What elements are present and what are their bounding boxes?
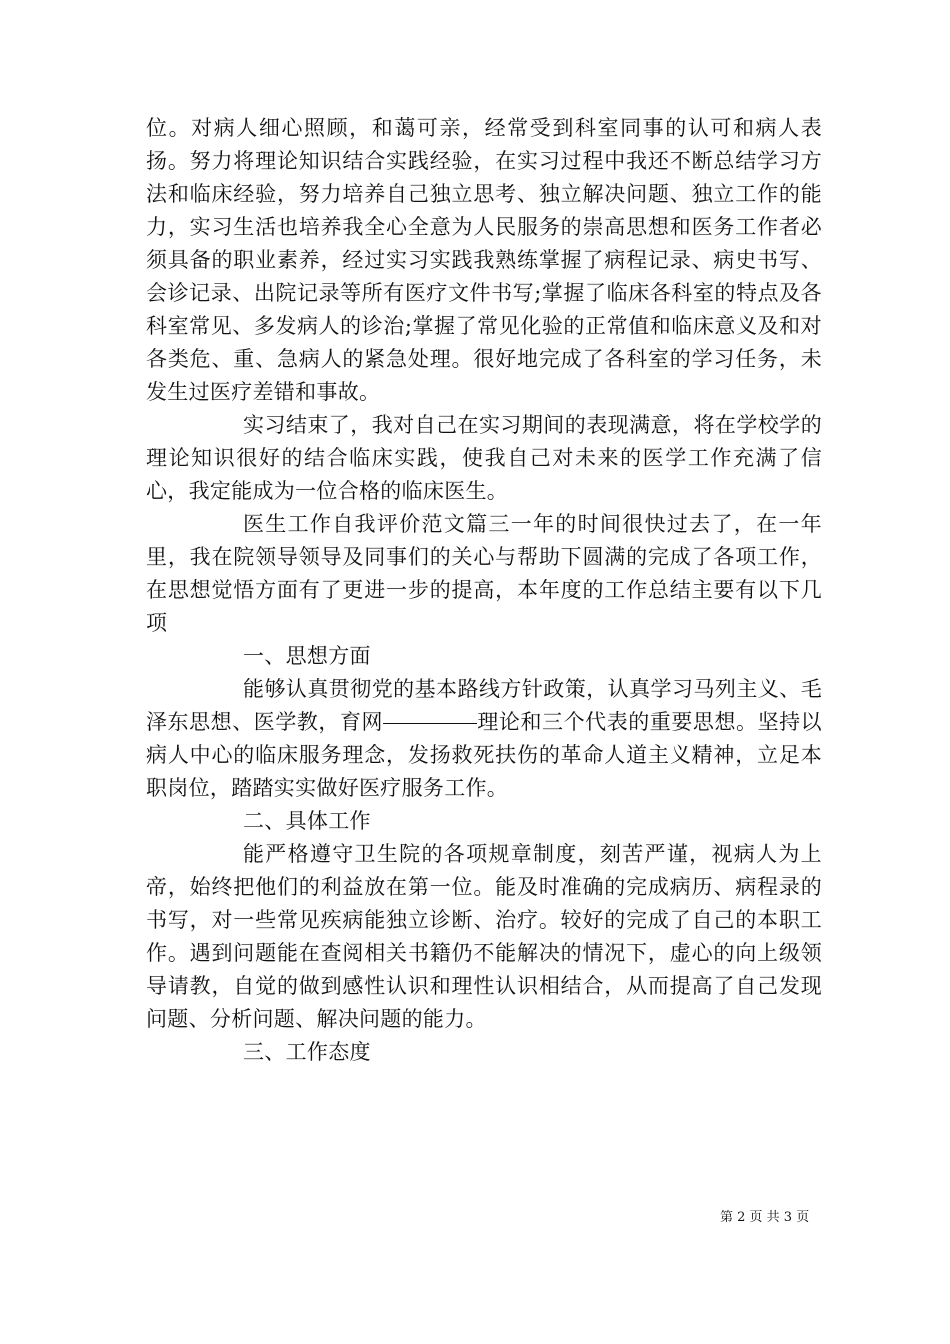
- paragraph-continuation: 位。对病人细心照顾，和蔼可亲，经常受到科室同事的认可和病人表扬。努力将理论知识结合实践经验，在实习过程中我还不断总结学习方法和临床经验，努力培养自己独立思考、独立解决问题、独立工作的能力，实习生活也培养我全心全意为人民服务的崇高思想和医务工作者必须具备的职业素养，经过实习实践我熟练掌握了病程记录、病史书写、会诊记录、出院记录等所有医疗文件书写;掌握了临床各科室的特点及各科室常见、多发病人的诊治;掌握了常见化验的正常值和临床意义及和对各类危、重、急病人的紧急处理。很好地完成了各科室的学习任务，未发生过医疗差错和事故。: [146, 116, 822, 404]
- fill-in-blank-line: [383, 722, 477, 724]
- section-heading-ideology: 一、思想方面: [243, 644, 371, 668]
- page-number-footer: 第 2 页 共 3 页: [720, 1210, 810, 1225]
- paragraph-ideology-part-2: 理论和三个代表的重要思想。坚持以病人中心的临床服务理念，发扬救死扶伤的革命人道主义精神，立足本职岗位，踏踏实实做好医疗服务工作。: [146, 710, 822, 800]
- section-heading-work-attitude: 三、工作态度: [243, 1040, 371, 1064]
- document-body: [146, 112, 822, 1069]
- section-heading-specific-work: 二、具体工作: [243, 809, 371, 833]
- paragraph-ideology-part-1: 能够认真贯彻党的基本路线方针政策，认真学习马列主义、毛泽东思想、医学教，育网: [146, 677, 822, 734]
- paragraph-specific-work: 能严格遵守卫生院的各项规章制度，刻苦严谨，视病人为上帝，始终把他们的利益放在第一位。能及时准确的完成病历、病程录的书写，对一些常见疾病能独立诊断、治疗。较好的完成了自己的本职工作。遇到问题能在查阅相关书籍仍不能解决的情况下，虚心的向上级领导请教，自觉的做到感性认识和理性认识相结合，从而提高了自己发现问题、分析问题、解决问题的能力。: [146, 842, 822, 1031]
- paragraph-ideology: [146, 673, 822, 805]
- paragraph-internship-end: 实习结束了，我对自己在实习期间的表现满意，将在学校学的理论知识很好的结合临床实践，使我自己对未来的医学工作充满了信心，我定能成为一位合格的临床医生。: [146, 413, 822, 503]
- paragraph-annual-summary-intro: 医生工作自我评价范文篇三一年的时间很快过去了，在一年里，我在院领导领导及同事们的关心与帮助下圆满的完成了各项工作，在思想觉悟方面有了更进一步的提高，本年度的工作总结主要有以下几项: [146, 512, 822, 635]
